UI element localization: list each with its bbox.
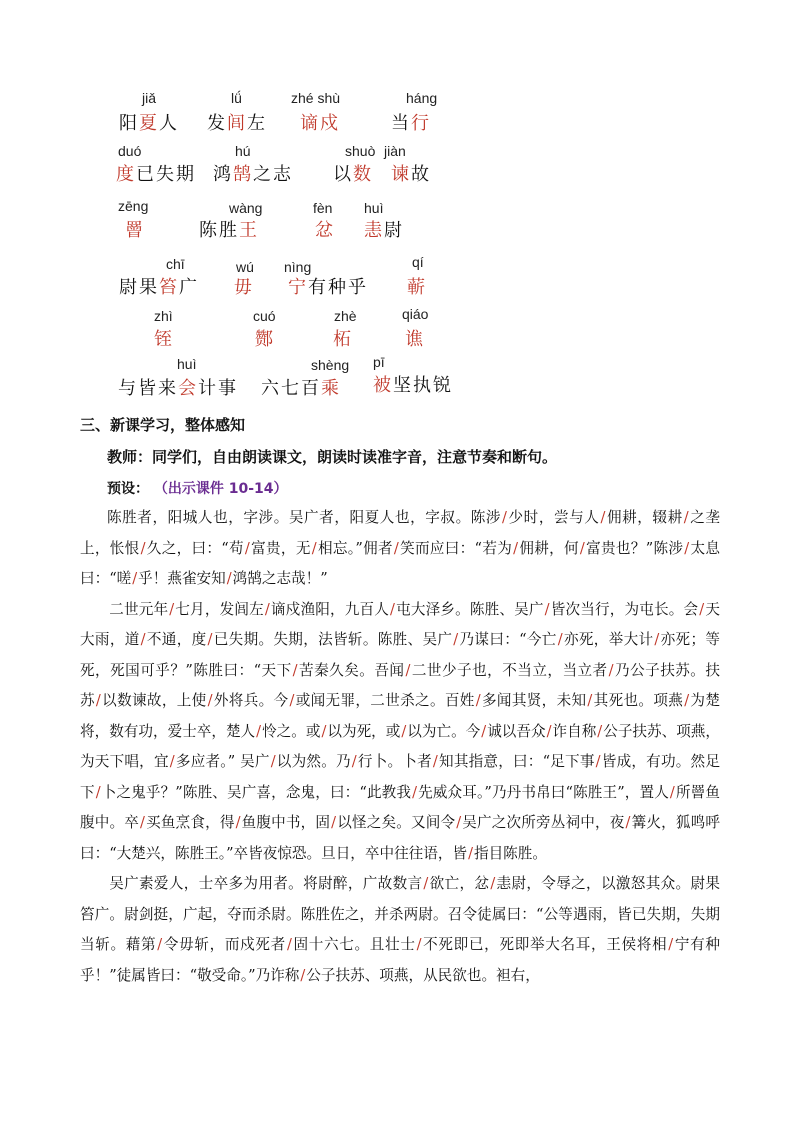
pause-slash: / <box>669 783 675 801</box>
pause-slash: / <box>412 783 418 801</box>
vocab-word: 度已失期 <box>116 164 196 185</box>
vocab-word: 宁有种乎 <box>288 277 368 298</box>
pinyin-label: huì <box>364 200 384 216</box>
pinyin-label: háng <box>406 90 438 106</box>
vocab-word: 被坚执锐 <box>373 375 453 396</box>
pause-slash: / <box>256 722 262 740</box>
pause-slash: / <box>270 753 276 770</box>
pinyin-label: chī <box>166 256 185 272</box>
passage-paragraph: 二世元年/七月，发闾左/谪戍渔阳，九百人/屯大泽乡。陈胜、吴广/皆次当行，为屯长。会/天大雨，道/不通，度/已失期。失期，法皆斩。陈胜、吴广/乃谋曰：“今亡/亦死，举大计/亦死；等死，死国可乎？”陈胜曰：“天下/苦秦久矣。吾闻/二世少子也，不当立，当立者/乃公子扶苏。扶苏/以数谏故，上使/外将兵。今/或闻无罪，二世杀之。百姓/多闻其贤，未知/其死也。项燕/为楚将，数有功，爱士卒，楚人/怜之。或/以为死，或/以为亡。今/诚以吾众/诈自称/公子扶苏、项燕，为天下唱，宜/多应者。” 吴广/以为然。乃/行卜。卜者/知其指意，曰：“足下事/皆成，有功。然足下/卜之鬼乎？”陈胜、吴广喜，念鬼，曰：“此教我/先威众耳。”乃丹书帛曰“陈胜王”，置人/所罾鱼腹中。卒/买鱼烹食，得/鱼腹中书，固/以怪之矣。又间令/吴广之次所旁丛祠中，夜/篝火，狐鸣呼曰：“大楚兴，陈胜王。”卒皆夜惊恐。旦日，卒中往往语，皆/指目陈胜。 <box>80 600 720 862</box>
pause-slash: / <box>289 692 295 709</box>
pause-slash: / <box>423 875 429 892</box>
pinyin-label: qiáo <box>402 306 429 322</box>
pinyin-label: lǘ <box>231 90 242 106</box>
pinyin-label: cuó <box>253 308 276 324</box>
pause-slash: / <box>600 509 606 526</box>
pause-slash: / <box>544 600 550 618</box>
pause-slash: / <box>608 661 614 679</box>
vocab-word: 陈胜王 <box>199 220 259 241</box>
pause-slash: / <box>286 936 292 953</box>
pause-slash: / <box>331 814 337 831</box>
pause-slash: / <box>625 814 631 831</box>
pause-slash: / <box>244 539 250 557</box>
pause-slash: / <box>300 966 306 984</box>
vocab-word: 与皆来会计事 <box>118 378 238 399</box>
pause-slash: / <box>502 509 507 526</box>
pinyin-vocabulary-section <box>0 0 794 400</box>
pause-slash: / <box>264 600 270 618</box>
vocab-word: 发闾左 <box>207 113 267 134</box>
pinyin-label: duó <box>118 143 142 159</box>
pause-slash: / <box>668 936 674 953</box>
pause-slash: / <box>389 600 395 618</box>
vocab-word: 柘 <box>333 329 353 350</box>
pause-slash: / <box>587 692 593 709</box>
pause-slash: / <box>140 814 145 831</box>
pause-slash: / <box>654 631 660 648</box>
pinyin-label: wàng <box>229 200 263 216</box>
pause-slash: / <box>311 539 317 557</box>
vocab-word: 谪戍 <box>300 113 340 134</box>
pause-slash: / <box>490 875 496 892</box>
pause-slash: / <box>513 539 519 557</box>
pinyin-label: wú <box>236 259 254 275</box>
vocab-word: 谯 <box>405 329 425 350</box>
section-heading: 三、新课学习，整体感知 <box>80 416 246 434</box>
vocab-word: 以数 <box>333 164 373 185</box>
pause-slash: / <box>684 539 690 557</box>
pinyin-label: pī <box>373 354 385 370</box>
pause-slash: / <box>292 661 298 679</box>
vocab-word: 尉果笞广 <box>119 277 199 298</box>
pause-slash: / <box>579 539 585 557</box>
vocab-word: 当行 <box>391 113 431 134</box>
pause-slash: / <box>597 722 603 740</box>
pause-slash: / <box>453 631 459 648</box>
pause-slash: / <box>557 631 563 648</box>
pinyin-label: zhé shù <box>291 90 341 106</box>
pinyin-label: jiàn <box>384 143 406 159</box>
pinyin-label: hú <box>235 143 251 159</box>
passage-paragraph: 陈胜者，阳城人也，字涉。吴广者，阳夏人也，字叔。陈涉/少时，尝与人/佣耕，辍耕/之垄上，怅恨/久之，曰：“苟/富贵，无/相忘。”佣者/笑而应曰：“若为/佣耕，何/富贵也？”陈涉/太息曰：“嗟/乎！燕雀安知/鸿鹄之志哉！” <box>80 509 720 587</box>
vocab-word: 阳夏人 <box>119 113 179 134</box>
pause-slash: / <box>546 722 552 740</box>
teacher-instruction: 教师：同学们，自由朗读课文，朗读时读准字音，注意节奏和断句。 <box>107 448 558 466</box>
pause-slash: / <box>699 600 705 618</box>
pause-slash: / <box>351 753 357 770</box>
vocab-word: 罾 <box>125 220 145 241</box>
pause-slash: / <box>432 753 438 770</box>
pause-slash: / <box>321 722 327 740</box>
pinyin-label: shuò <box>345 143 376 159</box>
pause-slash: / <box>95 783 101 801</box>
courseware-reference: （出示课件 10-14） <box>153 481 288 497</box>
vocab-word: 毋 <box>234 277 254 298</box>
vocab-word: 蕲 <box>407 277 427 298</box>
pause-slash: / <box>207 692 213 709</box>
pause-slash: / <box>140 631 146 648</box>
pause-slash: / <box>207 631 213 648</box>
pinyin-label: zhì <box>154 308 173 324</box>
vocab-word: 忿 <box>315 220 335 241</box>
pinyin-label: zēng <box>118 198 149 214</box>
pause-slash: / <box>684 692 690 709</box>
pinyin-label: jiǎ <box>142 90 157 106</box>
pause-slash: / <box>393 539 399 557</box>
pause-slash: / <box>405 661 411 679</box>
pause-slash: / <box>683 509 689 526</box>
pause-slash: / <box>226 570 232 587</box>
pause-slash: / <box>401 722 407 740</box>
vocab-word: 谏故 <box>391 164 431 185</box>
pause-slash: / <box>595 753 601 770</box>
pause-slash: / <box>132 570 138 587</box>
pinyin-label: fèn <box>313 200 333 216</box>
pause-slash: / <box>235 814 241 831</box>
pause-slash: / <box>157 936 163 953</box>
pause-slash: / <box>95 692 101 709</box>
pinyin-label: shèng <box>311 357 350 373</box>
vocab-word: 酂 <box>255 329 275 350</box>
pause-slash: / <box>475 692 481 709</box>
preset-label: 预设： <box>107 481 149 497</box>
passage-paragraph: 吴广素爱人，士卒多为用者。将尉醉，广故数言/欲亡，忿/恚尉，令辱之，以激怒其众。尉果笞广。尉剑挺，广起，夺而杀尉。陈胜佐之，并杀两尉。召令徒属曰：“公等遇雨，皆已失期，失期当斩。藉第/令毋斩，而戍死者/固十六七。且壮士/不死即已，死即举大名耳，王侯将相/宁有种乎！”徒属皆曰：“敬受命。”乃诈称/公子扶苏、项燕，从民欲也。袒右， <box>80 875 720 984</box>
pinyin-label: zhè <box>334 308 357 324</box>
pause-slash: / <box>416 936 422 953</box>
vocab-word: 鸿鹄之志 <box>213 164 293 185</box>
pause-slash: / <box>140 539 146 557</box>
vocab-word: 铚 <box>154 329 174 350</box>
pause-slash: / <box>468 844 473 862</box>
pinyin-label: huì <box>177 356 197 372</box>
pause-slash: / <box>481 722 487 740</box>
pause-slash: / <box>169 600 175 618</box>
pause-slash: / <box>456 814 462 831</box>
pinyin-label: nìng <box>284 259 312 275</box>
preset-line <box>107 478 288 498</box>
vocab-word: 六七百乘 <box>261 378 341 399</box>
pause-slash: / <box>169 753 175 770</box>
pinyin-label: qí <box>412 254 424 270</box>
vocab-word: 恚尉 <box>364 220 404 241</box>
classical-text-passage <box>80 503 720 991</box>
